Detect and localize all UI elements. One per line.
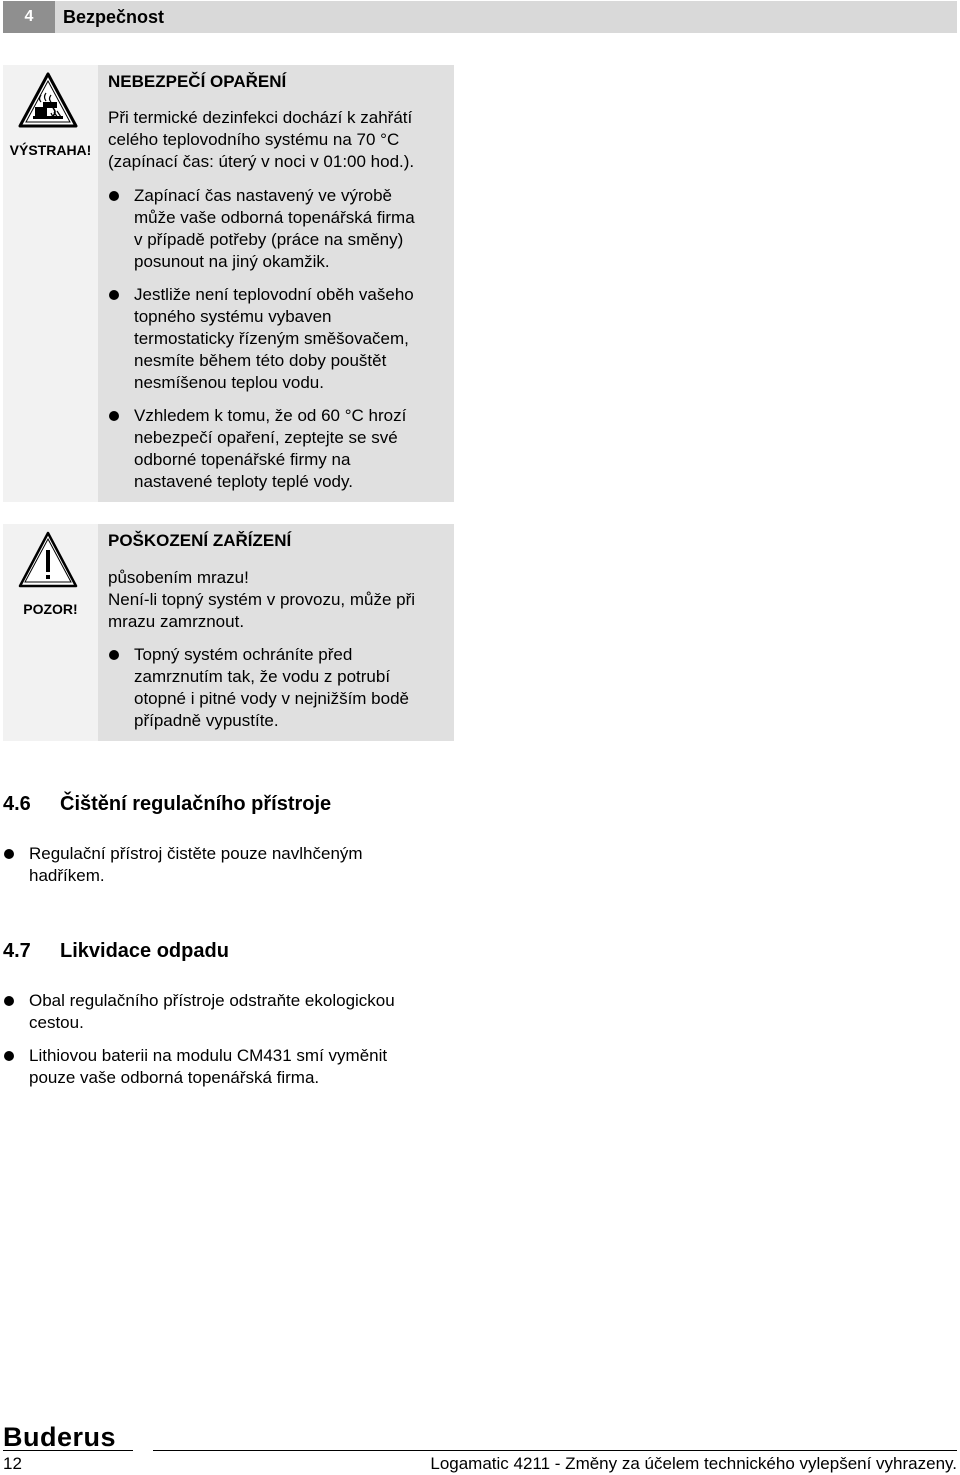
warning-bullet-line: nastavené teploty teplé vody. [134,472,353,491]
caution-notice [3,524,454,741]
footer-divider-left [3,1450,133,1451]
hot-water-hazard-icon [17,71,79,134]
warning-bullet-line: termostaticky řízeným směšovačem, [134,329,409,348]
caution-bullet-line: otopné i pitné vody v nejnižším bodě [134,689,410,708]
warning-bullet-line: nesmíte během této doby pouštět [134,351,387,370]
exclamation-triangle-icon [17,530,79,595]
caution-bullet-line: Topný systém ochráníte před [134,645,353,664]
warning-bullet-line: topného systému vybaven [134,307,332,326]
warning-bullet-line: Zapínací čas nastavený ve výrobě [134,186,392,205]
chapter-header [3,1,957,33]
bullet-icon [4,1051,14,1061]
caution-intro-line: působením mrazu! [108,568,249,587]
warning-intro-line: (zapínací čas: úterý v noci v 01:00 hod.). [108,152,415,171]
section-46-title: Čištění regulačního přístroje [60,793,332,815]
section-47-bullet-line: cestou. [29,1013,84,1032]
warning-bullet-line: může vaše odborná topenářská firma [134,208,415,227]
warning-notice [3,65,454,502]
section-47-title: Likvidace odpadu [60,940,229,962]
bullet-icon [109,650,119,660]
chapter-title: Bezpečnost [55,1,957,33]
bullet-icon [109,290,119,300]
section-47-bullet-line: pouze vaše odborná topenářská firma. [29,1068,320,1087]
bullet-icon [4,849,14,859]
caution-bullet-line: zamrznutím tak, že vodu z potrubí [134,667,391,686]
warning-bullet-line: odborné topenářské firmy na [134,450,351,469]
page-number: 12 [3,1454,22,1473]
caution-label: POZOR! [23,601,78,617]
section-46-bullet-line: Regulační přístroj čistěte pouze navlhčeným [29,844,363,863]
warning-bullet-line: Jestliže není teplovodní oběh vašeho [134,285,414,304]
warning-intro-line: Při termické dezinfekci dochází k zahřátí [108,108,413,127]
buderus-logo: Buderus [3,1422,117,1452]
bullet-icon [109,191,119,201]
bullet-icon [4,996,14,1006]
section-47-bullet-line: Lithiovou baterii na modulu CM431 smí vyměnit [29,1046,388,1065]
caution-title: POŠKOZENÍ ZAŘÍZENÍ [108,531,292,550]
section-47-number: 4.7 [3,940,31,962]
warning-title: NEBEZPEČÍ OPAŘENÍ [108,72,287,91]
warning-bullet-line: nesmíšenou teplou vodu. [134,373,324,392]
chapter-number: 4 [3,1,55,33]
section-47-bullet-line: Obal regulačního přístroje odstraňte ekologickou [29,991,395,1010]
warning-bullet-line: nebezpečí opaření, zeptejte se své [134,428,398,447]
section-46-bullet-line: hadříkem. [29,866,105,885]
caution-intro-line: Není-li topný systém v provozu, může při [108,590,416,609]
warning-bullet-line: Vzhledem k tomu, že od 60 °C hrozí [134,406,407,425]
section-46-number: 4.6 [3,793,31,815]
warning-bullet-line: v případě potřeby (práce na směny) [134,230,404,249]
footer-text: Logamatic 4211 - Změny za účelem technického vylepšení vyhrazeny. [430,1454,957,1473]
caution-intro-line: mrazu zamrznout. [108,612,245,631]
bullet-icon [109,411,119,421]
caution-bullet-line: případně vypustíte. [134,711,279,730]
footer-divider [153,1450,957,1451]
warning-bullet-line: posunout na jiný okamžik. [134,252,330,271]
warning-intro-line: celého teplovodního systému na 70 °C [108,130,400,149]
warning-label: VÝSTRAHA! [9,142,92,158]
